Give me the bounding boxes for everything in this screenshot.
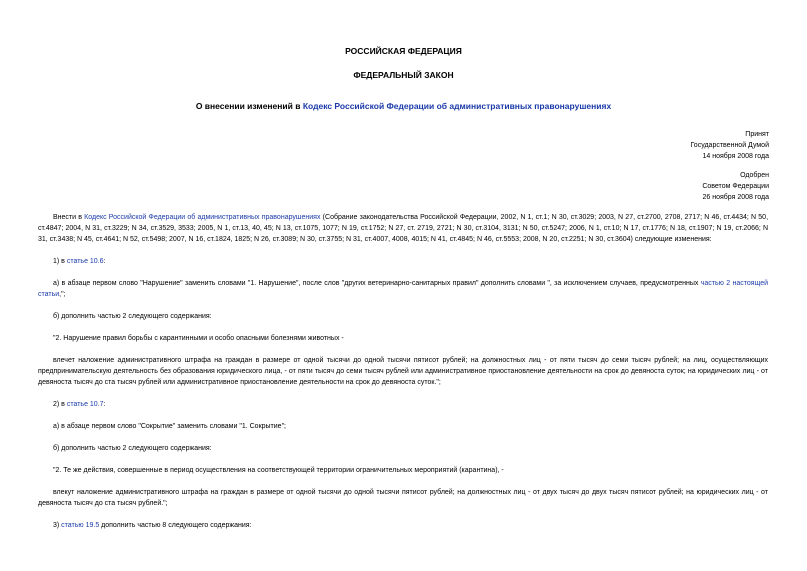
item-2	[38, 399, 768, 410]
article-10-6-link[interactable]: статье 10.6	[66, 258, 104, 265]
law-title	[0, 101, 807, 111]
adopted-line1: Принят	[745, 131, 769, 138]
adopted-line2: Государственной Думой	[690, 142, 769, 149]
item-1a-suffix: ,";	[59, 291, 66, 298]
item-1-quote-2: влечет наложение административного штрафа на граждан в размере от одной тысячи до одной тысячи пятисот рублей; на должностных лиц - от пяти тысяч до семи тысяч рублей; на лиц, осуществляющих предпринимательскую деятельность без образования юридического лица, - от пяти тысяч до семи тысяч рублей или административное приостановление деятельности на срок до девяноста суток; на юридических лиц - от девяноста тысяч до ста тысяч рублей или административное приостановление деятельности на срок до девяноста суток.";	[38, 357, 768, 386]
part-2-link[interactable]: частью 2 настоящей статьи	[38, 280, 769, 298]
item-1b: б) дополнить частью 2 следующего содержания:	[53, 313, 212, 320]
item-2-quote-2: влекут наложение административного штрафа на граждан в размере от одной тысячи до одной тысячи пятисот рублей; на должностных лиц - от двух тысяч до двух тысяч пятисот рублей; на юридических лиц - от девяноста тысяч до ста тысяч рублей.";	[38, 489, 768, 507]
adopted-block	[690, 129, 769, 162]
adopted-date: 14 ноября 2008 года	[702, 153, 769, 160]
article-10-7-link[interactable]: статье 10.7	[66, 401, 104, 408]
item-1-prefix: 1) в	[53, 258, 67, 265]
approved-date: 26 ноября 2008 года	[702, 194, 769, 201]
code-link-title[interactable]: Кодекс Российской Федерации об административных правонарушениях	[302, 101, 612, 111]
item-1-quote-1: "2. Нарушение правил борьбы с карантинными и особо опасными болезнями животных -	[53, 335, 344, 342]
code-link-intro[interactable]: Кодекс Российской Федерации об административных правонарушениях	[84, 214, 321, 221]
intro-text: (Собрание законодательства Российской Федерации, 2002, N 1, ст.1; N 30, ст.3029; 2003, N 27, ст.2700, 2708, 2717; N 46, ст.4434; N 50, ст.4847; 2004, N 31, ст.3229; N 34, ст.3529, 3533; 2005, N 1, ст.13, 40, 45; N 13, ст.1075, 1077; N 19, ст.1752; N 27, ст. 2719, 2721; N 30, ст.3104, 3131; N 50, ст.5247; 2006, N 1, ст.10; N 17, ст.1776; N 18, ст.1907; N 19, ст.2066; N 31, ст.3438; N 45, ст.4641; N 52, ст.5498; 2007, N 16, ст.1824, 1825; N 26, ст.3089; N 30, ст.3755; N 31, ст.4007, 4008, 4015; N 41, ст.4845; N 46, ст.5553; 2008, N 20, ст.2251; N 30, ст.3604) следующие изменения:	[38, 214, 769, 243]
item-1a	[38, 278, 768, 300]
intro-paragraph	[38, 212, 768, 245]
item-2-quote-1: "2. Те же действия, совершенные в период осуществления на соответствующей территории ограничительных мероприятий (карантина), -	[53, 467, 504, 474]
law-type-heading: ФЕДЕРАЛЬНЫЙ ЗАКОН	[353, 70, 454, 80]
item-3	[38, 520, 768, 531]
law-title-prefix: О внесении изменений в	[195, 101, 303, 111]
item-1-suffix: :	[103, 258, 106, 265]
item-2-prefix: 2) в	[53, 401, 67, 408]
country-heading: РОССИЙСКАЯ ФЕДЕРАЦИЯ	[345, 46, 462, 56]
item-3-prefix: 3)	[53, 522, 62, 529]
item-2b: б) дополнить частью 2 следующего содержания:	[53, 445, 212, 452]
intro-prefix: Внести в	[53, 214, 85, 221]
law-body	[38, 212, 768, 542]
article-19-5-link[interactable]: статью 19.5	[61, 522, 100, 529]
item-1a-text: а) в абзаце первом слово "Нарушение" заменить словами "1. Нарушение", после слов "других ветеринарно-санитарных правил" дополнить словами ", за исключением случаев, предусмотренных	[53, 280, 701, 287]
item-2-suffix: :	[103, 401, 106, 408]
item-3-suffix: дополнить частью 8 следующего содержания:	[99, 522, 252, 529]
approved-line1: Одобрен	[740, 172, 769, 179]
approved-line2: Советом Федерации	[702, 183, 769, 190]
item-1	[38, 256, 768, 267]
approved-block	[702, 170, 769, 203]
item-2a: а) в абзаце первом слово "Сокрытие" заменить словами "1. Сокрытие";	[53, 423, 286, 430]
